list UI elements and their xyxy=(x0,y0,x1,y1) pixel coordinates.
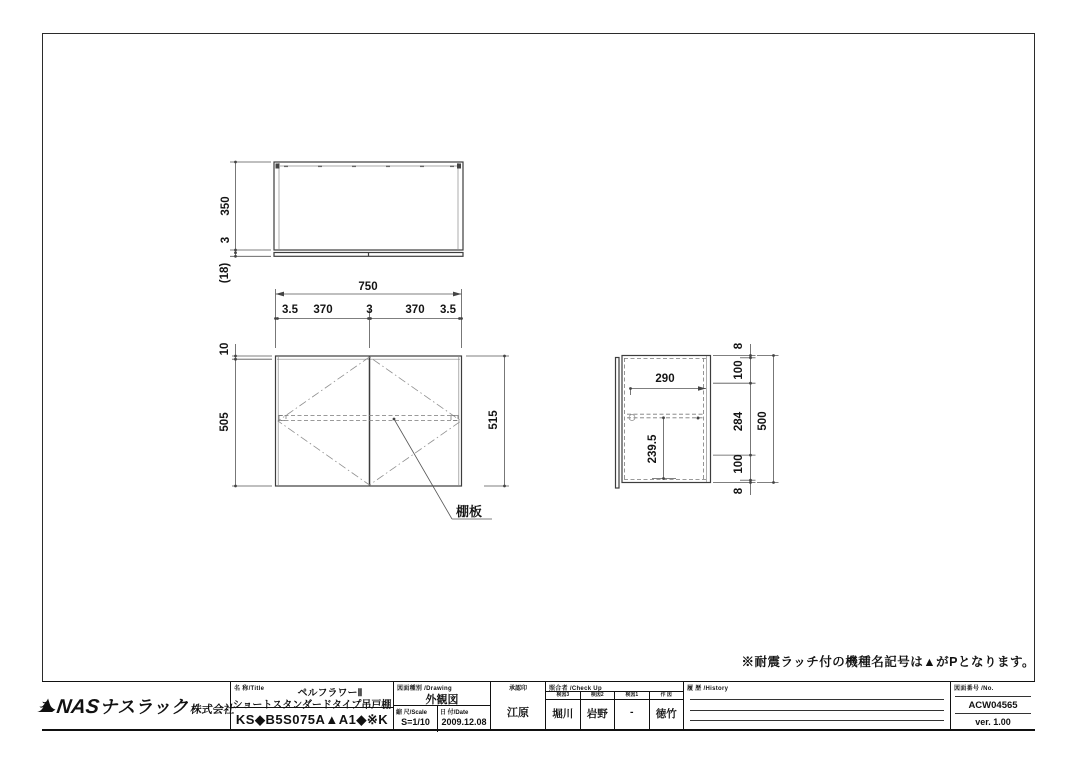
check-col-2-label: 検図2 xyxy=(581,692,615,700)
check-col-draw-label: 作 図 xyxy=(650,692,684,700)
number-rule-1 xyxy=(955,696,1031,697)
dim-top-gap: 3 xyxy=(220,236,232,244)
company-logo xyxy=(35,693,237,719)
dim-front-right: 515 xyxy=(488,410,500,430)
check-col-1-name: - xyxy=(630,706,634,718)
front-height-dimensions xyxy=(219,343,509,488)
model-number: KS◆B5S075A▲A1◆※K xyxy=(235,712,389,727)
check-col-1-label: 検図1 xyxy=(615,692,649,700)
dim-front-left: 505 xyxy=(219,412,231,432)
drawing-type-cell xyxy=(393,682,490,729)
swan-logo-icon xyxy=(36,697,59,715)
number-rule-2 xyxy=(955,713,1031,714)
scale-value: S=1/10 xyxy=(401,717,430,727)
front-view xyxy=(276,356,462,486)
dim-side-100-bottom: 100 xyxy=(733,454,745,474)
title-upper xyxy=(231,682,393,711)
front-width-dimensions xyxy=(274,281,463,348)
dim-front-w1: 3.5 xyxy=(282,304,298,316)
drawing-type-label: 図面種別 /Drawing xyxy=(397,686,452,692)
product-name-line1: ペルフラワーⅡ xyxy=(297,688,363,699)
dim-side-8-top: 8 xyxy=(733,342,745,350)
title-label: 名 称/Title xyxy=(234,686,265,692)
top-view xyxy=(274,162,463,256)
dim-front-w4: 370 xyxy=(405,304,425,316)
dim-front-w2: 370 xyxy=(313,304,333,316)
approval-cell xyxy=(490,682,545,729)
dim-front-w3: 3 xyxy=(366,304,373,316)
company-suffix: 株式会社 xyxy=(189,703,236,716)
shelf-callout xyxy=(393,418,492,519)
drawing-type xyxy=(394,682,490,706)
dim-side-shelf-depth: 290 xyxy=(655,373,675,385)
date-label: 日 付/Date xyxy=(440,710,469,716)
check-col-2-name: 岩野 xyxy=(586,708,608,720)
side-height-dimensions xyxy=(713,342,779,495)
history-rule-2 xyxy=(690,710,944,711)
history-label: 履 歴 /History xyxy=(687,686,729,692)
seismic-latch-note: ※耐震ラッチ付の機種名記号は▲がPとなります。 xyxy=(741,655,1035,669)
shelf-label: 棚板 xyxy=(456,504,483,519)
company-logo-cell xyxy=(42,682,236,729)
dim-front-width: 750 xyxy=(358,281,378,293)
check-up-grid xyxy=(546,691,683,729)
drawing-number-value: ACW04565 xyxy=(968,700,1018,711)
history-rule-1 xyxy=(690,699,944,700)
check-up-label: 照合者 /Check Up xyxy=(549,686,602,692)
title-cell xyxy=(230,682,393,729)
check-up-cell xyxy=(545,682,683,729)
history-cell xyxy=(683,682,950,729)
check-col-3 xyxy=(546,692,580,729)
product-name-line2: ショートスタンダードタイプ吊戸棚 xyxy=(232,700,392,711)
dim-side-284: 284 xyxy=(733,411,745,432)
approval-label: 承認印 xyxy=(508,686,527,692)
title-block xyxy=(42,681,1035,731)
drawing-type-value: 外観図 xyxy=(425,694,459,706)
drawing-number-label: 図面番号 /No. xyxy=(954,686,994,692)
check-col-3-name: 堀川 xyxy=(552,708,574,720)
check-col-draw xyxy=(649,692,684,729)
approval-name: 江原 xyxy=(507,707,529,719)
date-value: 2009.12.08 xyxy=(441,717,487,727)
dim-front-top: 10 xyxy=(219,342,231,356)
check-col-1 xyxy=(614,692,649,729)
company-name-en: NAS xyxy=(55,695,101,718)
dim-side-8-bottom: 8 xyxy=(733,487,745,495)
dim-top-door: (18) xyxy=(219,262,231,284)
dim-front-w5: 3.5 xyxy=(440,304,456,316)
dim-top-depth: 350 xyxy=(220,196,232,216)
dim-side-100-top: 100 xyxy=(733,360,745,380)
check-col-3-label: 検図3 xyxy=(546,692,580,700)
history-rule-3 xyxy=(690,720,944,721)
company-name-jp: ナスラック xyxy=(99,696,192,717)
drawing-number-cell xyxy=(950,682,1035,729)
side-view-dimensions xyxy=(629,373,706,480)
dim-side-total: 500 xyxy=(757,411,769,431)
top-view-dimensions xyxy=(219,161,271,284)
date-cell xyxy=(438,706,490,732)
check-col-draw-name: 徳竹 xyxy=(655,708,677,720)
drawing-version: ver. 1.00 xyxy=(975,717,1011,727)
dim-side-shelf-height: 239.5 xyxy=(647,434,659,464)
scale-cell xyxy=(394,706,438,732)
scale-label: 縮 尺/Scale xyxy=(396,710,428,716)
check-col-2 xyxy=(580,692,615,729)
